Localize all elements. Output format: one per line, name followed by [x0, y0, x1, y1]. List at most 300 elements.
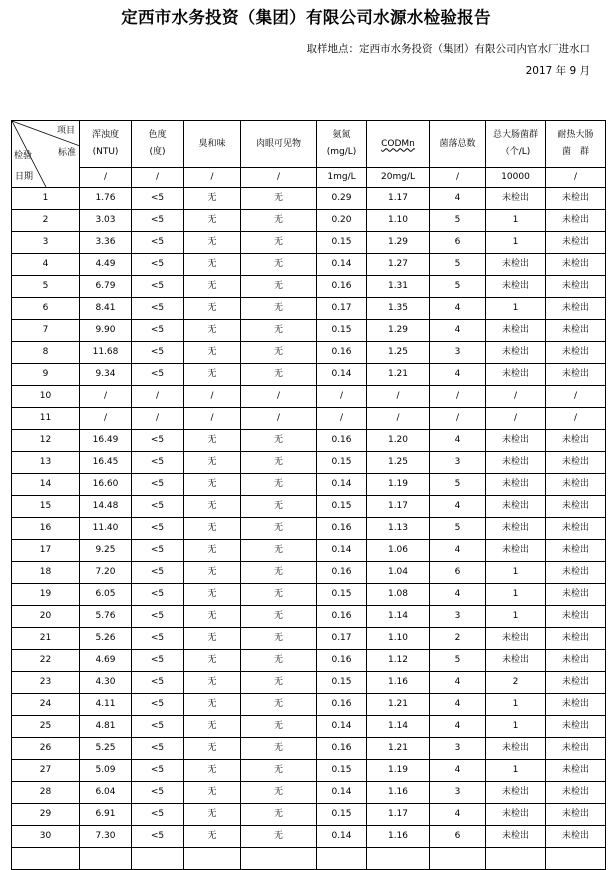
table-cell: 0.15 [317, 584, 367, 606]
table-cell: 未检出 [546, 188, 606, 210]
table-cell: <5 [132, 628, 184, 650]
table-row [12, 716, 606, 738]
table-cell: 9.34 [80, 364, 132, 386]
table-cell: 1.21 [367, 694, 430, 716]
col-header-visible-matter [241, 121, 317, 168]
table-cell: <5 [132, 606, 184, 628]
day-cell: 25 [12, 716, 80, 738]
table-cell: <5 [132, 672, 184, 694]
table-cell: 无 [241, 760, 317, 782]
table-cell: 无 [241, 342, 317, 364]
table-cell: 1.10 [367, 628, 430, 650]
table-cell: 1 [486, 210, 546, 232]
table-cell: / [132, 386, 184, 408]
table-cell: 6 [430, 826, 486, 848]
table-cell: 无 [184, 232, 241, 254]
table-cell: 0.17 [317, 628, 367, 650]
table-cell: 无 [241, 782, 317, 804]
table-cell: 6.05 [80, 584, 132, 606]
table-cell: <5 [132, 342, 184, 364]
table-cell: 未检出 [486, 826, 546, 848]
table-cell: 1.13 [367, 518, 430, 540]
table-cell: 0.15 [317, 672, 367, 694]
table-cell: 4 [430, 672, 486, 694]
table-cell: 0.14 [317, 716, 367, 738]
table-cell: 4 [430, 804, 486, 826]
table-cell: 无 [241, 254, 317, 276]
table-cell: 无 [241, 826, 317, 848]
day-cell: 5 [12, 276, 80, 298]
table-cell: 无 [184, 606, 241, 628]
col-header-total-coliform [486, 121, 546, 168]
table-cell: 无 [241, 694, 317, 716]
table-cell [80, 848, 132, 870]
corner-item-label: 项目 [56, 126, 75, 136]
table-cell: 未检出 [486, 342, 546, 364]
table-cell: 未检出 [546, 320, 606, 342]
limit-cell: / [80, 168, 132, 188]
table-cell: 未检出 [546, 496, 606, 518]
table-cell: 4 [430, 188, 486, 210]
table-cell [317, 848, 367, 870]
table-row [12, 650, 606, 672]
table-cell: 3.03 [80, 210, 132, 232]
corner-header-cell [12, 121, 80, 188]
table-cell: 未检出 [546, 430, 606, 452]
table-cell: 无 [241, 584, 317, 606]
table-cell: <5 [132, 760, 184, 782]
table-cell: 1.10 [367, 210, 430, 232]
table-cell [184, 848, 241, 870]
table-row [12, 254, 606, 276]
table-row [12, 584, 606, 606]
table-cell: 4.30 [80, 672, 132, 694]
table-cell: / [367, 386, 430, 408]
table-cell: 0.20 [317, 210, 367, 232]
table-cell: 1.16 [367, 826, 430, 848]
col-header-colony-count [430, 121, 486, 168]
table-cell: <5 [132, 540, 184, 562]
table-cell: 未检出 [486, 518, 546, 540]
table-cell: 无 [241, 452, 317, 474]
col-name: 肉眼可见物 [255, 138, 301, 149]
table-row [12, 496, 606, 518]
corner-standard-label: 标准 [57, 148, 76, 158]
table-cell: / [317, 408, 367, 430]
table-cell: 6.04 [80, 782, 132, 804]
table-cell: 1 [486, 760, 546, 782]
table-cell: <5 [132, 474, 184, 496]
table-cell: 0.14 [317, 474, 367, 496]
table-cell: 1 [486, 562, 546, 584]
table-row [12, 276, 606, 298]
day-cell: 12 [12, 430, 80, 452]
table-cell: <5 [132, 210, 184, 232]
table-cell: / [80, 408, 132, 430]
table-cell: 未检出 [486, 650, 546, 672]
corner-test-label: 检验 [14, 151, 33, 161]
day-cell: 18 [12, 562, 80, 584]
table-cell: 未检出 [546, 342, 606, 364]
table-cell: 无 [241, 232, 317, 254]
table-cell: 0.16 [317, 606, 367, 628]
table-cell: 6 [430, 232, 486, 254]
table-cell: 3 [430, 782, 486, 804]
table-row [12, 342, 606, 364]
table-cell: 3 [430, 452, 486, 474]
table-cell: 0.14 [317, 782, 367, 804]
col-unit: (度) [149, 147, 166, 157]
day-cell: 21 [12, 628, 80, 650]
table-cell: 无 [241, 562, 317, 584]
limit-cell: / [546, 168, 606, 188]
table-cell: 无 [184, 694, 241, 716]
table-cell: 无 [241, 364, 317, 386]
table-cell: 未检出 [546, 452, 606, 474]
table-cell: <5 [132, 518, 184, 540]
table-cell [430, 848, 486, 870]
table-cell [241, 848, 317, 870]
table-cell: 1.14 [367, 606, 430, 628]
water-quality-table [11, 120, 606, 870]
table-cell: / [132, 408, 184, 430]
table-cell: 无 [241, 738, 317, 760]
table-cell: 无 [241, 320, 317, 342]
table-cell: 1.06 [367, 540, 430, 562]
table-cell: 1 [486, 232, 546, 254]
table-cell: 未检出 [546, 716, 606, 738]
day-cell: 4 [12, 254, 80, 276]
col-header-ammonia [317, 121, 367, 168]
day-cell: 17 [12, 540, 80, 562]
table-cell: 5.25 [80, 738, 132, 760]
table-cell: <5 [132, 254, 184, 276]
table-cell: 1.21 [367, 738, 430, 760]
table-cell: 无 [184, 650, 241, 672]
col-header-turbidity [80, 121, 132, 168]
table-cell: <5 [132, 694, 184, 716]
table-cell: / [367, 408, 430, 430]
table-cell: 未检出 [486, 452, 546, 474]
table-cell: 无 [184, 254, 241, 276]
table-cell: 0.16 [317, 430, 367, 452]
table-row [12, 540, 606, 562]
limit-cell: / [430, 168, 486, 188]
header-row [12, 121, 606, 168]
table-cell: 未检出 [546, 254, 606, 276]
table-cell: 无 [241, 276, 317, 298]
table-cell: 无 [241, 628, 317, 650]
table-cell: 1.17 [367, 188, 430, 210]
table-cell: 无 [241, 716, 317, 738]
table-cell: 无 [184, 452, 241, 474]
table-cell: 3 [430, 342, 486, 364]
table-cell: 4 [430, 364, 486, 386]
table-cell: 3 [430, 738, 486, 760]
limit-cell: / [184, 168, 241, 188]
table-row [12, 694, 606, 716]
table-row [12, 518, 606, 540]
col-name: 菌落总数 [439, 138, 476, 149]
col-name: 耐热大肠 [557, 130, 594, 140]
table-cell: 5 [430, 650, 486, 672]
table-cell [12, 848, 80, 870]
table-cell: 1.17 [367, 496, 430, 518]
table-cell: / [486, 386, 546, 408]
table-cell: 未检出 [486, 804, 546, 826]
table-cell: 无 [184, 496, 241, 518]
table-cell: / [430, 386, 486, 408]
table-cell: 0.16 [317, 518, 367, 540]
table-cell: 0.16 [317, 276, 367, 298]
table-cell: 0.14 [317, 826, 367, 848]
table-row [12, 628, 606, 650]
table-cell: <5 [132, 716, 184, 738]
day-cell: 14 [12, 474, 80, 496]
table-cell: 1.16 [367, 672, 430, 694]
table-cell: 4 [430, 540, 486, 562]
table-cell: 未检出 [486, 782, 546, 804]
table-cell: / [184, 408, 241, 430]
table-cell: 未检出 [486, 540, 546, 562]
table-row [12, 804, 606, 826]
table-cell: 无 [184, 562, 241, 584]
table-cell: 未检出 [546, 628, 606, 650]
table-cell: 未检出 [546, 474, 606, 496]
table-cell: 未检出 [546, 518, 606, 540]
table-cell: 4 [430, 584, 486, 606]
table-cell: 1.25 [367, 452, 430, 474]
table-row [12, 826, 606, 848]
table-cell: <5 [132, 826, 184, 848]
table-cell: 无 [184, 298, 241, 320]
table-cell: 4 [430, 496, 486, 518]
table-cell: 1.04 [367, 562, 430, 584]
table-cell: / [184, 386, 241, 408]
table-cell: 5 [430, 254, 486, 276]
table-row [12, 298, 606, 320]
table-row [12, 386, 606, 408]
table-cell: 0.15 [317, 804, 367, 826]
table-row [12, 474, 606, 496]
limit-row [12, 168, 606, 188]
table-cell: 未检出 [546, 298, 606, 320]
table-cell: 无 [241, 210, 317, 232]
table-cell: 0.15 [317, 760, 367, 782]
table-cell: 4.81 [80, 716, 132, 738]
table-cell: 3.36 [80, 232, 132, 254]
table-row [12, 782, 606, 804]
table-cell: 1 [486, 694, 546, 716]
table-cell: 16.49 [80, 430, 132, 452]
table-cell: 无 [184, 342, 241, 364]
table-cell: 2 [430, 628, 486, 650]
table-cell: 4 [430, 716, 486, 738]
day-cell: 27 [12, 760, 80, 782]
table-cell: <5 [132, 364, 184, 386]
table-cell: 6.91 [80, 804, 132, 826]
table-cell: 5.26 [80, 628, 132, 650]
day-cell: 10 [12, 386, 80, 408]
table-cell: <5 [132, 298, 184, 320]
table-cell: 4.11 [80, 694, 132, 716]
table-cell [367, 848, 430, 870]
table-cell: 未检出 [546, 584, 606, 606]
table-cell: 0.16 [317, 738, 367, 760]
table-cell: 未检出 [486, 738, 546, 760]
table-row [12, 430, 606, 452]
table-cell: 未检出 [486, 320, 546, 342]
table-row [12, 188, 606, 210]
table-cell: 1.76 [80, 188, 132, 210]
table-cell: 无 [241, 804, 317, 826]
table-cell: 4 [430, 320, 486, 342]
table-cell: 0.14 [317, 364, 367, 386]
table-cell: 4.49 [80, 254, 132, 276]
day-cell: 13 [12, 452, 80, 474]
table-cell: 未检出 [486, 430, 546, 452]
table-cell: 无 [241, 474, 317, 496]
table-cell: 无 [184, 716, 241, 738]
table-cell: 5 [430, 518, 486, 540]
table-cell: 无 [184, 584, 241, 606]
table-cell: 无 [184, 518, 241, 540]
table-cell: / [241, 386, 317, 408]
table-cell: / [317, 386, 367, 408]
table-cell: 未检出 [486, 496, 546, 518]
table-cell: 11.40 [80, 518, 132, 540]
table-cell: / [546, 386, 606, 408]
table-cell: 未检出 [546, 672, 606, 694]
table-cell: 5 [430, 276, 486, 298]
table-cell: / [80, 386, 132, 408]
table-row [12, 672, 606, 694]
table-cell: 无 [241, 606, 317, 628]
limit-cell: 20mg/L [367, 168, 430, 188]
table-cell: 1.12 [367, 650, 430, 672]
table-cell: 未检出 [546, 210, 606, 232]
table-cell: <5 [132, 650, 184, 672]
table-cell: 未检出 [486, 628, 546, 650]
col-unit: 菌 群 [561, 147, 589, 157]
table-cell: <5 [132, 430, 184, 452]
table-cell: 1 [486, 584, 546, 606]
table-cell: 4 [430, 430, 486, 452]
table-cell: 6 [430, 562, 486, 584]
report-title: 定西市水务投资（集团）有限公司水源水检验报告 [121, 8, 491, 27]
table-cell: 未检出 [546, 804, 606, 826]
report-date: 2017 年 9 月 [525, 65, 590, 77]
table-cell: 无 [184, 628, 241, 650]
table-cell: 未检出 [546, 276, 606, 298]
col-name: CODMn [381, 138, 415, 149]
table-row [12, 210, 606, 232]
table-cell: / [241, 408, 317, 430]
table-cell: 1.19 [367, 760, 430, 782]
blank-row [12, 848, 606, 870]
table-cell: 1.31 [367, 276, 430, 298]
table-cell: 无 [241, 430, 317, 452]
table-cell: / [430, 408, 486, 430]
table-cell: <5 [132, 452, 184, 474]
table-cell: 无 [241, 298, 317, 320]
table-cell: 未检出 [546, 782, 606, 804]
table-cell: 无 [241, 518, 317, 540]
table-cell: 1.29 [367, 232, 430, 254]
table-cell: 无 [184, 540, 241, 562]
table-cell: 无 [184, 210, 241, 232]
day-cell: 6 [12, 298, 80, 320]
table-cell: 未检出 [486, 364, 546, 386]
table-cell: <5 [132, 496, 184, 518]
day-cell: 8 [12, 342, 80, 364]
table-cell: 0.16 [317, 694, 367, 716]
table-cell: 无 [184, 364, 241, 386]
table-cell: 无 [184, 320, 241, 342]
table-cell: 1.21 [367, 364, 430, 386]
table-row [12, 738, 606, 760]
limit-cell: / [132, 168, 184, 188]
table-cell: 无 [241, 540, 317, 562]
table-body [12, 188, 606, 848]
table-cell: 无 [241, 496, 317, 518]
table-cell: 未检出 [486, 188, 546, 210]
table-row [12, 232, 606, 254]
table-cell: <5 [132, 584, 184, 606]
table-cell: 4 [430, 298, 486, 320]
table-cell: 无 [184, 782, 241, 804]
table-cell: 1.17 [367, 804, 430, 826]
day-cell: 30 [12, 826, 80, 848]
table-cell: 无 [241, 188, 317, 210]
table-cell: 9.90 [80, 320, 132, 342]
table-cell: <5 [132, 232, 184, 254]
table-row [12, 562, 606, 584]
day-cell: 2 [12, 210, 80, 232]
table-cell: 0.14 [317, 540, 367, 562]
table-cell: 未检出 [546, 694, 606, 716]
limit-cell: 10000 [486, 168, 546, 188]
col-name: 色度 [148, 130, 167, 140]
table-cell: 0.15 [317, 496, 367, 518]
table-cell: 0.17 [317, 298, 367, 320]
table-cell: 4.69 [80, 650, 132, 672]
day-cell: 22 [12, 650, 80, 672]
table-cell: 14.48 [80, 496, 132, 518]
table-cell: 0.14 [317, 254, 367, 276]
col-name: 氨氮 [332, 130, 351, 140]
table-cell: / [546, 408, 606, 430]
table-cell: 5.09 [80, 760, 132, 782]
day-cell: 15 [12, 496, 80, 518]
table-row [12, 760, 606, 782]
day-cell: 24 [12, 694, 80, 716]
table-row [12, 364, 606, 386]
table-cell: 1.14 [367, 716, 430, 738]
table-cell: 0.29 [317, 188, 367, 210]
table-cell: 无 [184, 672, 241, 694]
table-cell: 0.15 [317, 320, 367, 342]
sampling-location: 取样地点：定西市水务投资（集团）有限公司内官水厂进水口 [306, 43, 590, 55]
table-cell: / [486, 408, 546, 430]
table-cell: 1.35 [367, 298, 430, 320]
table-cell: 5 [430, 474, 486, 496]
table-cell [132, 848, 184, 870]
table-cell: 无 [241, 672, 317, 694]
table-cell: <5 [132, 562, 184, 584]
table-cell: 11.68 [80, 342, 132, 364]
day-cell: 19 [12, 584, 80, 606]
